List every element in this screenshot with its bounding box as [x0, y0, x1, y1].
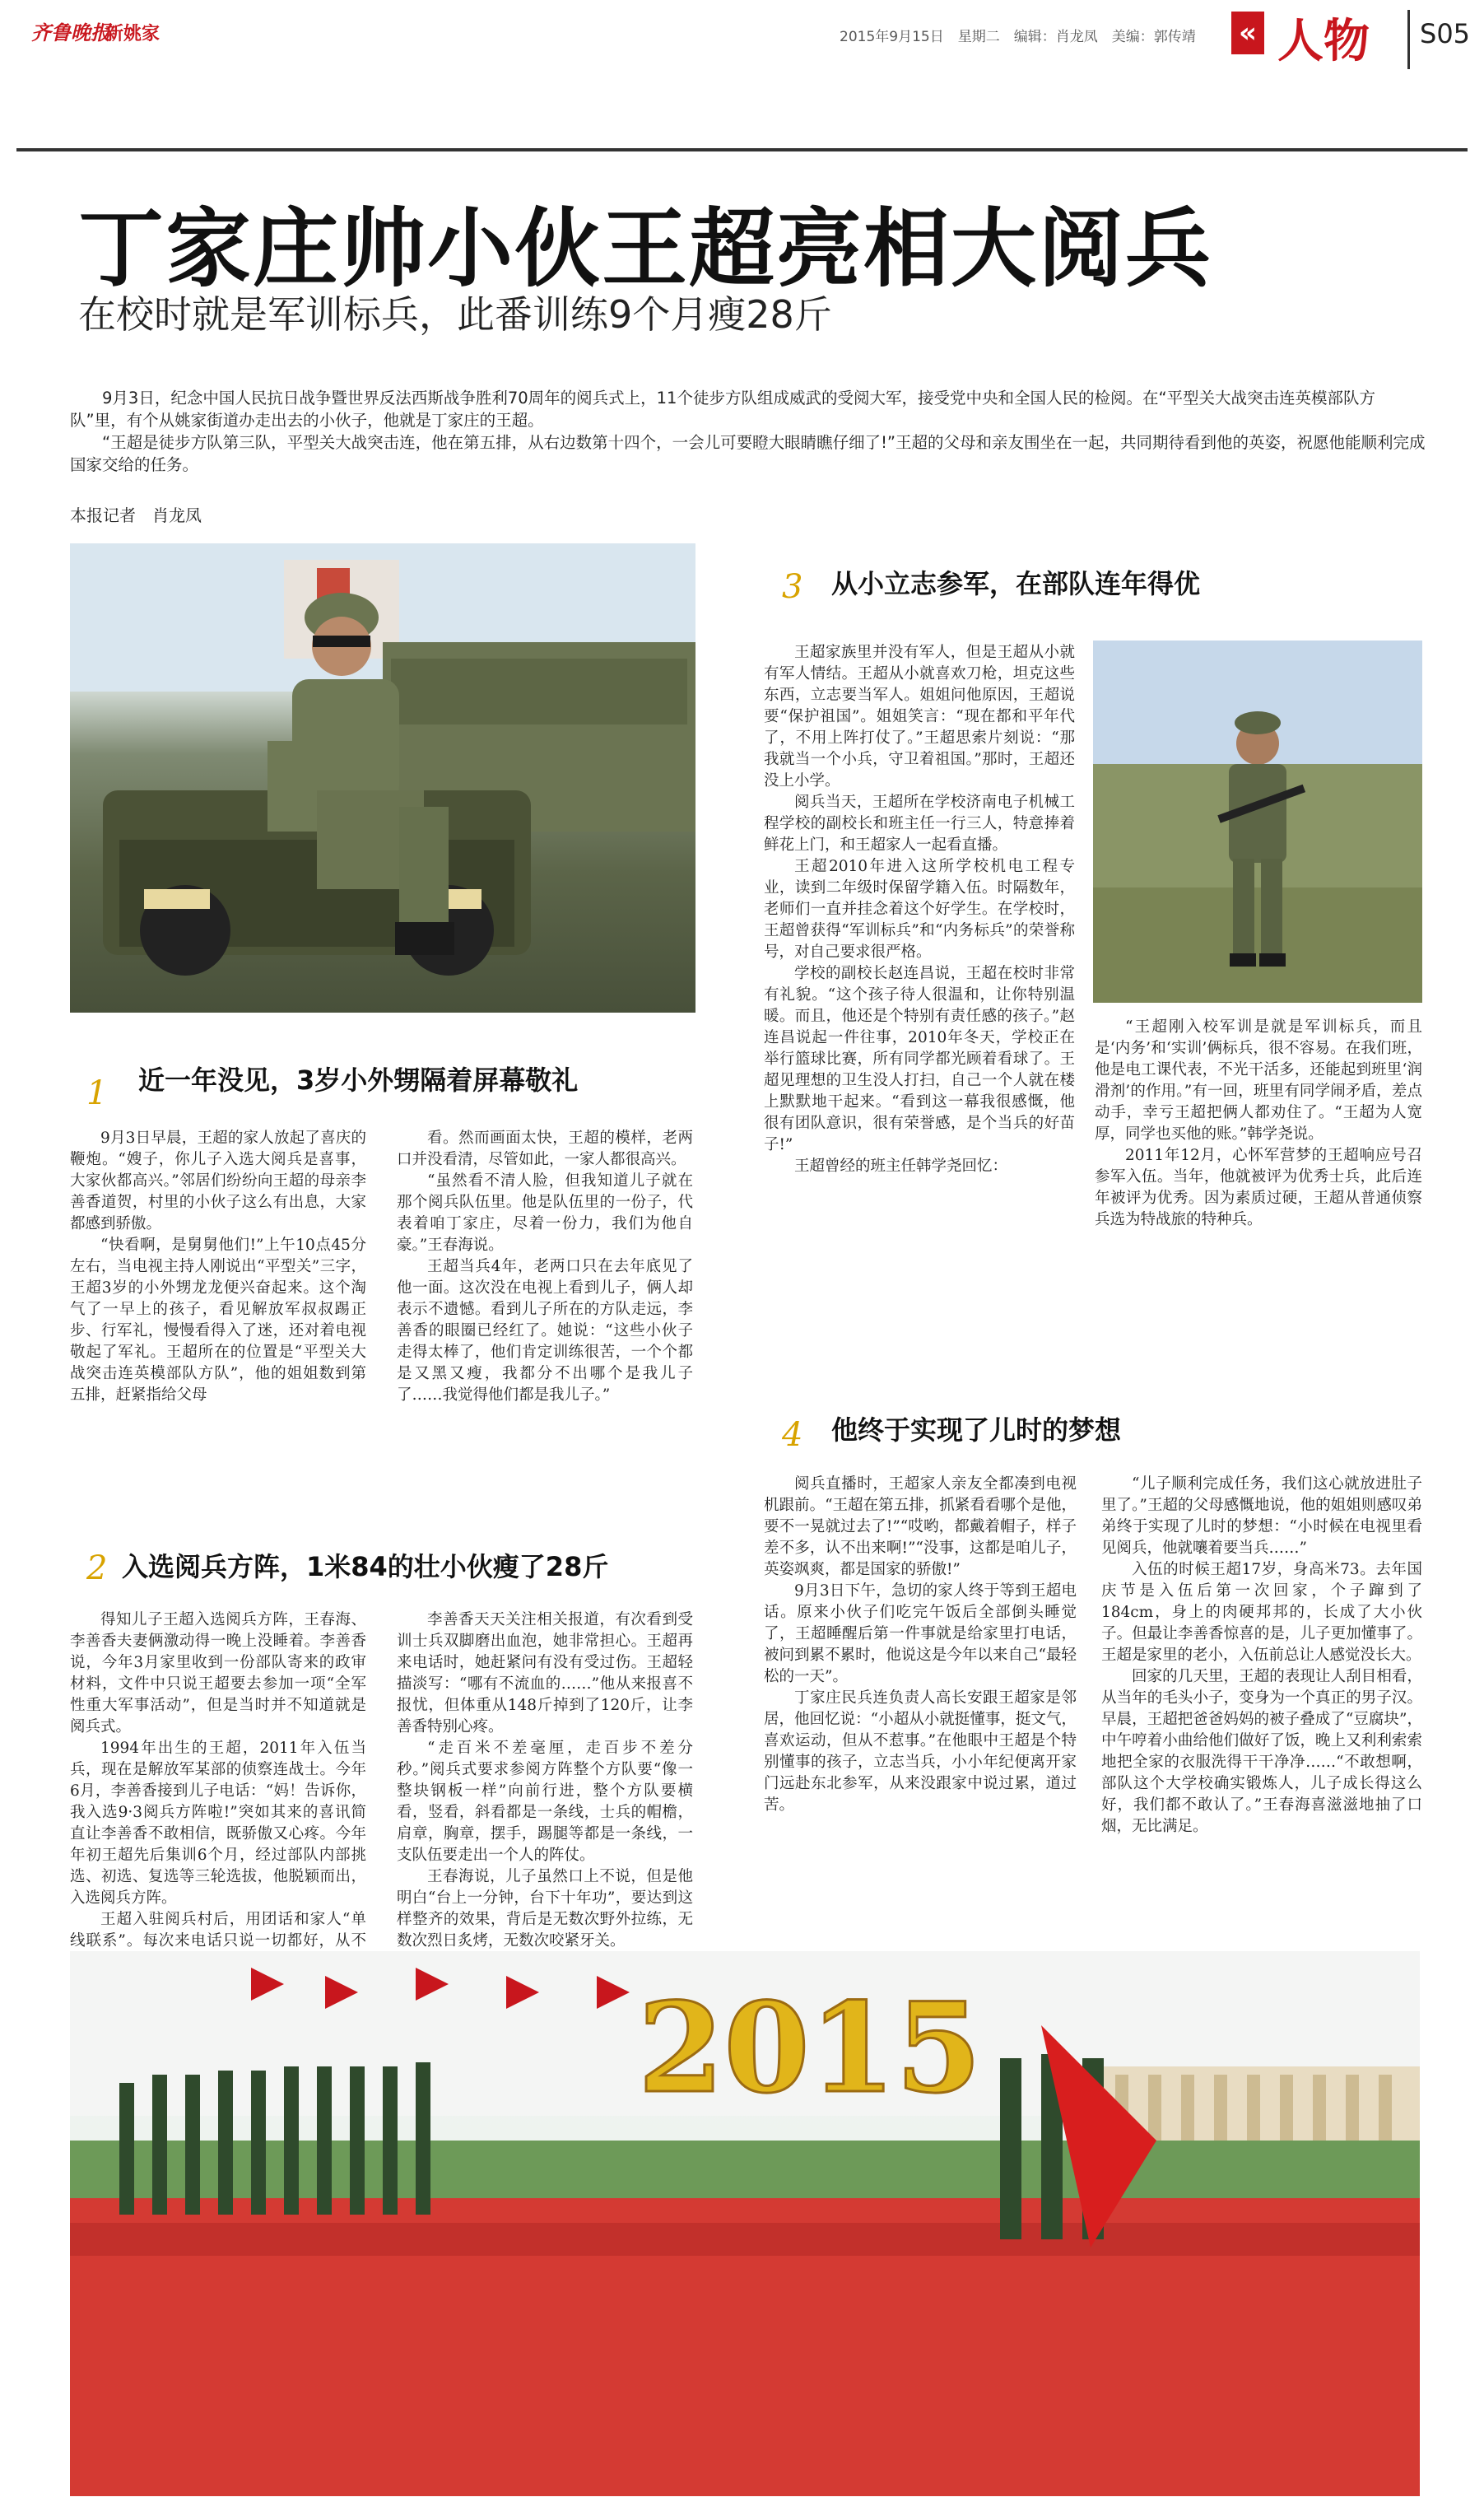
paragraph: 丁家庄民兵连负责人高长安跟王超家是邻居，他回忆说：“小超从小就挺懂事，挺文气，喜欢运动，但从不惹事。”在他眼中王超是个特别懂事的孩子，立志当兵，小小年纪便离开家门远赴东北参军，从来没跟家中说过累，道过苦。	[764, 1689, 1077, 1814]
paragraph: 阅兵直播时，王超家人亲友全都凑到电视机跟前。“王超在第五排，抓紧看看哪个是他，要不一晃就过去了!”“哎哟，都戴着帽子，样子差不多，认不出来啊!”“没事，这都是咱儿子，英姿飒爽，都是国家的骄傲!”	[764, 1475, 1077, 1578]
paragraph: “虽然看不清人脸，但我知道儿子就在那个阅兵队伍里。他是队伍里的一份子，代表着咱丁家庄，尽着一份力，我们为他自豪。”王春海说。	[397, 1172, 693, 1254]
photo-soldier-standing	[1093, 641, 1422, 1003]
paragraph: 王超曾经的班主任韩学尧回忆：	[794, 1158, 1008, 1175]
double-chevron-icon: «	[1231, 12, 1264, 54]
banner-2015: 2015	[638, 1976, 982, 2121]
dateline: 2015年9月15日 星期二 编辑：肖龙凤 美编：郭传靖	[840, 29, 1196, 45]
channel-title: 人物	[1277, 15, 1370, 68]
paragraph: 1994年出生的王超，2011年入伍当兵，现在是解放军某部的侦察连战士。今年6月，李善香接到儿子电话：“妈！告诉你，我入选9·3阅兵方阵啦!”突如其来的喜讯简直让李善香不敢相信，既骄傲又心疼。今年年初王超先后集训6个月，经过部队内部挑选、初选、复选等三轮选拔，他脱颖而出，入选阅兵方阵。	[70, 1740, 366, 1907]
paragraph: 阅兵当天，王超所在学校济南电子机械工程学校的副校长和班主任一行三人，特意捧着鲜花上门，和王超家人一起看直播。	[764, 794, 1075, 854]
section-title: 近一年没见，3岁小外甥隔着屏幕敬礼	[138, 1064, 579, 1096]
byline: 本报记者 肖龙凤	[70, 505, 202, 525]
paragraph: 王超当兵4年，老两口只在去年底见了他一面。这次没在电视上看到儿子，俩人却表示不遗憾。看到儿子所在的方队走远，李善香的眼圈已经红了。她说：“这些小伙子走得太棒了，他们肯定训练很苦，一个个都是又黑又瘦，我都分不出哪个是我儿子了……我觉得他们都是我儿子。”	[397, 1258, 693, 1404]
lead-paragraph: “王超是徒步方队第三队，平型关大战突击连，他在第五排，从右边数第十四个，一会儿可要瞪大眼睛瞧仔细了!”王超的父母和亲友围坐在一起，共同期待看到他的英姿，祝愿他能顺利完成国家交给的任务。	[70, 433, 1426, 474]
paragraph: “王超刚入校军训是就是军训标兵，而且是‘内务’和‘实训’俩标兵，很不容易。在我们班，他是电工课代表，不光干活多，还能起到班里‘润滑剂’的作用。”有一回，班里有同学闹矛盾，差点动手，幸亏王超把俩人都劝住了。“王超为人宽厚，同学也买他的账。”韩学尧说。	[1095, 1018, 1422, 1143]
section-number: 2	[86, 1549, 108, 1587]
paragraph: 李善香天天关注相关报道，有次看到受训士兵双脚磨出血泡，她非常担心。王超再来电话时，她赶紧问有没有受过伤。王超轻描淡写：“哪有不流血的……”他从来报喜不报忧，但体重从148斤掉到了120斤，让李善香特别心疼。	[397, 1611, 693, 1735]
section-title: 他终于实现了儿时的梦想	[831, 1414, 1122, 1446]
lead-paragraph: 9月3日，纪念中国人民抗日战争暨世界反法西斯战争胜利70周年的阅兵式上，11个徒步方队组成威武的受阅大军，接受党中央和全国人民的检阅。在“平型关大战突击连英模部队方队”里，有个从姚家街道办走出去的小伙子，他就是丁家庄的王超。	[70, 389, 1376, 430]
masthead-logo: 齐鲁晚报	[31, 21, 110, 44]
section-number: 1	[86, 1074, 108, 1112]
paragraph: “快看啊，是舅舅他们!”上午10点45分左右，当电视主持人刚说出“平型关”三字，王超3岁的小外甥龙龙便兴奋起来。这个淘气了一早上的孩子，看见解放军叔叔踢正步、行军礼，慢慢看得入了迷，还对着电视敬起了军礼。王超所在的位置是“平型关大战突击连英模部队方队”，他的姐姐数到第五排，赶紧指给父母	[70, 1237, 366, 1404]
section-title: 从小立志参军，在部队连年得优	[831, 568, 1201, 599]
text-column	[70, 1128, 366, 1490]
section-title: 入选阅兵方阵，1米84的壮小伙瘦了28斤	[122, 1551, 609, 1582]
paragraph: 9月3日早晨，王超的家人放起了喜庆的鞭炮。“嫂子，你儿子入选大阅兵是喜事，大家伙都高兴。”邻居们纷纷向王超的母亲李善香道贺，村里的小伙子这么有出息，大家都感到骄傲。	[70, 1130, 366, 1232]
text-column	[1095, 1017, 1422, 1358]
section-number: 3	[782, 568, 803, 606]
section-name: 新姚家	[105, 24, 160, 44]
page-number: S05	[1420, 18, 1471, 49]
lead-paragraphs	[70, 387, 1428, 476]
header-rule	[16, 148, 1468, 151]
text-column	[1101, 1474, 1422, 1968]
text-column	[764, 642, 1075, 1358]
photo-parade	[70, 1951, 1420, 2496]
paragraph: 王超家族里并没有军人，但是王超从小就有军人情结。王超从小就喜欢刀枪，坦克这些东西，立志要当军人。姐姐问他原因，王超说要“保护祖国”。姐姐笑言：“现在都和平年代了，不用上阵打仗了。”王超思索片刻说：“那我就当一个小兵，守卫着祖国。”那时，王超还没上小学。	[764, 644, 1075, 790]
paragraph: 王超入驻阅兵村后，用团话和家人“单线联系”。每次来电话只说一切都好，从不	[70, 1911, 366, 1950]
paragraph: 入伍的时候王超17岁，身高米73。去年国庆节是入伍后第一次回家，个子蹿到了184cm，身上的肉硬邦邦的，长成了大小伙子。但最让李善香惊喜的是，儿子更加懂事了。王超是家里的老小，入伍前总让人感觉没长大。	[1101, 1561, 1422, 1664]
photo-soldier-on-jeep	[70, 543, 695, 1013]
paragraph: 得知儿子王超入选阅兵方阵，王春海、李善香夫妻俩激动得一晚上没睡着。李善香说，今年3月家里收到一份部队寄来的政审材料，文件中只说王超要去参加一项“全军性重大军事活动”，但是当时并不知道就是阅兵式。	[70, 1611, 366, 1735]
header-divider	[1407, 10, 1410, 69]
text-column	[397, 1128, 693, 1490]
subheadline: 在校时就是军训标兵，此番训练9个月瘦28斤	[78, 292, 832, 337]
paragraph: 学校的副校长赵连昌说，王超在校时非常有礼貌。“这个孩子待人很温和，让你特别温暖。而且，他还是个特别有责任感的孩子。”赵连昌说起一件往事，2010年冬天，学校正在举行篮球比赛，所有同学都光顾着看球了。王超见理想的卫生没人打扫，自己一个人就在楼上默默地干起来。“看到这一幕我很感慨，他很有团队意识，很有荣誉感，是个当兵的好苗子!”	[764, 965, 1075, 1153]
paragraph: 王春海说，儿子虽然口上不说，但是他明白“台上一分钟，台下十年功”，要达到这样整齐的效果，背后是无数次野外拉练，无数次烈日炙烤，无数次咬紧牙关。	[397, 1868, 693, 1950]
paragraph: 2011年12月，心怀军营梦的王超响应号召参军入伍。当年，他就被评为优秀士兵，此后连年被评为优秀。因为素质过硬，王超从普通侦察兵选为特战旅的特种兵。	[1095, 1147, 1422, 1228]
headline: 丁家庄帅小伙王超亮相大阅兵	[78, 198, 1213, 299]
paragraph: 王超2010年进入这所学校机电工程专业，读到二年级时保留学籍入伍。时隔数年，老师们一直并挂念着这个好学生。在学校时，王超曾获得“军训标兵”和“内务标兵”的荣誉称号，对自己要求很严格。	[764, 858, 1075, 961]
paragraph: 回家的几天里，王超的表现让人刮目相看，从当年的毛头小子，变身为一个真正的男子汉。早晨，王超把爸爸妈妈的被子叠成了“豆腐块”，中午哼着小曲给他们做好了饭，晚上又利利索索地把全家的衣服洗得干干净净……“不敢想啊，部队这个大学校确实锻炼人，儿子成长得这么好，我们都不敢认了。”王春海喜滋滋地抽了口烟，无比满足。	[1101, 1668, 1422, 1835]
text-column	[764, 1474, 1077, 1968]
paragraph: 9月3日下午，急切的家人终于等到王超电话。原来小伙子们吃完午饭后全部倒头睡觉了，王超睡醒后第一件事就是给家里打电话，被问到累不累时，他说这是今年以来自己“最轻松的一天”。	[764, 1582, 1077, 1685]
paragraph: 看。然而画面太快，王超的模样，老两口并没看清，尽管如此，一家人都很高兴。	[397, 1130, 693, 1168]
paragraph: “走百米不差毫厘，走百步不差分秒。”阅兵式要求参阅方阵整个方队要“像一整块钢板一样”向前行进，整个方队要横看，竖看，斜看都是一条线，士兵的帽檐，肩章，胸章，摆手，踢腿等都是一条线，一支队伍要走出一个人的阵仗。	[397, 1740, 693, 1864]
paragraph: “儿子顺利完成任务，我们这心就放进肚子里了。”王超的父母感慨地说，他的姐姐则感叹弟弟终于实现了儿时的梦想：“小时候在电视里看见阅兵，他就嚷着要当兵……”	[1101, 1475, 1422, 1557]
section-number: 4	[782, 1416, 803, 1454]
text-column	[397, 1610, 693, 1955]
text-column	[70, 1610, 366, 1955]
